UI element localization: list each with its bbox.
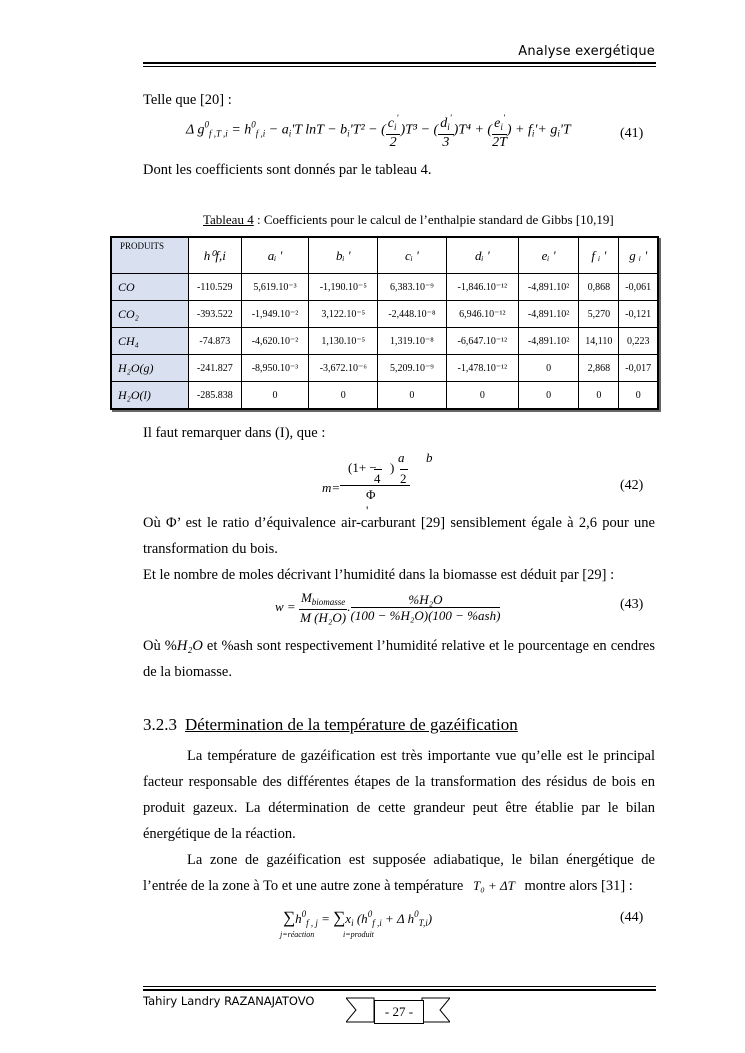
section-heading xyxy=(143,715,518,735)
equation-43: w = $\frac{M_{biomasse}}{\text{M (H₂O)}}$ . $\frac{\text{\%H₂O}}{\text{(100 − \%H₂O)(100 − \%ash)}}$ xyxy=(275,590,501,625)
table-header-row xyxy=(111,237,658,274)
table-cell: -1,478.10⁻¹² xyxy=(446,355,518,382)
table-row xyxy=(111,274,658,301)
section-number: 3.2.3 xyxy=(143,715,177,734)
equation-41-number: (41) xyxy=(620,126,644,141)
moisture-intro-text: Et le nombre de moles décrivant l’humidité dans la biomasse est déduit par [29] : xyxy=(143,567,615,583)
table-caption-label: Tableau 4 xyxy=(203,212,254,227)
table-corner-label: PRODUITS xyxy=(111,237,189,274)
table-cell: -285.838 xyxy=(189,382,242,410)
table-cell: 5,270 xyxy=(579,301,619,328)
equation-44-number: (44) xyxy=(620,910,644,925)
footer-rule-thick xyxy=(143,989,656,991)
column-header: dᵢ ' xyxy=(446,237,518,274)
running-header-title: Analyse exergétique xyxy=(518,44,655,59)
table-cell: -0,121 xyxy=(619,301,658,328)
table-cell: -8,950.10⁻³ xyxy=(241,355,309,382)
table-cell: 0 xyxy=(378,382,447,410)
table-cell: 0 xyxy=(446,382,518,410)
table-cell: 3,122.10⁻⁵ xyxy=(309,301,378,328)
table-row xyxy=(111,328,658,355)
table-cell: -4,891.10² xyxy=(518,274,578,301)
equation-43-number: (43) xyxy=(620,597,644,612)
table-row xyxy=(111,382,658,410)
column-header: cᵢ ' xyxy=(378,237,447,274)
table-cell: -2,448.10⁻⁸ xyxy=(378,301,447,328)
table-cell: -1,949.10⁻² xyxy=(241,301,309,328)
table-cell: -0,061 xyxy=(619,274,658,301)
table-cell: 0 xyxy=(619,382,658,410)
equation-42-number: (42) xyxy=(620,478,644,493)
table-cell: -4,891.10² xyxy=(518,301,578,328)
section-title: Détermination de la température de gazéification xyxy=(185,715,518,734)
remark-text: Il faut remarquer dans (I), que : xyxy=(143,425,326,441)
row-label: H₂O(g) xyxy=(111,355,189,382)
table-cell: -393.522 xyxy=(189,301,242,328)
phi-explanation-text: Où Φ’ est le ratio d’équivalence air-carburant [29] sensiblement égale à 2,6 pour une transformation du bois. xyxy=(143,515,655,557)
table-cell: -3,672.10⁻⁶ xyxy=(309,355,378,382)
table-cell: 1,319.10⁻⁸ xyxy=(378,328,447,355)
footer-author: Tahiry Landry RAZANAJATOVO xyxy=(143,994,315,1008)
table-caption-text: : Coefficients pour le calcul de l’enthalpie standard de Gibbs [10,19] xyxy=(253,212,614,227)
column-header: h⁰f,i xyxy=(189,237,242,274)
column-header: eᵢ ' xyxy=(518,237,578,274)
row-label: H₂O(l) xyxy=(111,382,189,410)
table-cell: 5,209.10⁻⁹ xyxy=(378,355,447,382)
table-cell: -1,846.10⁻¹² xyxy=(446,274,518,301)
coefficients-table xyxy=(110,236,659,410)
footer-rule-thin xyxy=(143,986,656,987)
column-header: g ᵢ ' xyxy=(619,237,658,274)
table-cell: -6,647.10⁻¹² xyxy=(446,328,518,355)
table-cell: 6,946.10⁻¹² xyxy=(446,301,518,328)
table-cell: -4,891.10² xyxy=(518,328,578,355)
ash-explanation-text: Où %H₂O et %ash sont respectivement l’humidité relative et le pourcentage en cendres de la biomasse. xyxy=(143,638,655,680)
table-reference-text: Dont les coefficients sont donnés par le tableau 4. xyxy=(143,162,432,178)
gasification-paragraph-1: La température de gazéification est très importante vue qu’elle est le principal facteur responsable des différentes étapes de la transformation des résidus de bois en produit gazeux. La détermination de cette grandeur peut être établie par le bilan énergétique de la réaction. xyxy=(143,748,655,842)
equation-44: $\sum h^0_{f , j} = \sum x_i$ ($h^0_{f ,i} + \Delta$ $h^0_{T,i}$) j=réaction i=produit xyxy=(280,908,433,939)
table-cell: -1,190.10⁻⁵ xyxy=(309,274,378,301)
table-cell: 1,130.10⁻⁵ xyxy=(309,328,378,355)
equation-41: Δ $g^0_{f ,T ,i} = h^0_{f ,i} - a_i'T$ $\ln T - b_i'T^2$ − ( $\frac{c_i'}{2}$ )T³ − ( $\frac{d_i'}{3}$ )T⁴ + ( $\frac{e_i'}{2T}$ ) + $f_i'+ g_i'T$ xyxy=(186,113,571,150)
column-header: aᵢ ' xyxy=(241,237,309,274)
table-cell: 0,223 xyxy=(619,328,658,355)
table-cell: 0 xyxy=(579,382,619,410)
table-row xyxy=(111,355,658,382)
row-label: CO₂ xyxy=(111,301,189,328)
table-cell: 0,868 xyxy=(579,274,619,301)
header-rule-thick xyxy=(143,62,656,64)
table-cell: 6,383.10⁻⁹ xyxy=(378,274,447,301)
table-cell: 0 xyxy=(518,355,578,382)
table-cell: -241.827 xyxy=(189,355,242,382)
table-cell: 14,110 xyxy=(579,328,619,355)
table-row xyxy=(111,301,658,328)
table-cell: -0,017 xyxy=(619,355,658,382)
page-number: - 27 - xyxy=(374,1000,424,1024)
table-cell: 0 xyxy=(518,382,578,410)
row-label: CO xyxy=(111,274,189,301)
table-caption xyxy=(203,212,614,228)
table-cell: 0 xyxy=(309,382,378,410)
row-label: CH₄ xyxy=(111,328,189,355)
table-cell: 2,868 xyxy=(579,355,619,382)
table-cell: -110.529 xyxy=(189,274,242,301)
table-cell: -4,620.10⁻² xyxy=(241,328,309,355)
intro-text: Telle que [20] : xyxy=(143,92,232,108)
column-header: f ᵢ ' xyxy=(579,237,619,274)
table-cell: -74.873 xyxy=(189,328,242,355)
column-header: bᵢ ' xyxy=(309,237,378,274)
gasification-paragraph-2: La zone de gazéification est supposée adiabatique, le bilan énergétique de l’entrée de la zone à To et une autre zone à température T₀ + ΔT montre alors [31] : xyxy=(143,852,655,894)
table-cell: 5,619.10⁻³ xyxy=(241,274,309,301)
header-rule-thin xyxy=(143,66,656,67)
table-cell: 0 xyxy=(241,382,309,410)
